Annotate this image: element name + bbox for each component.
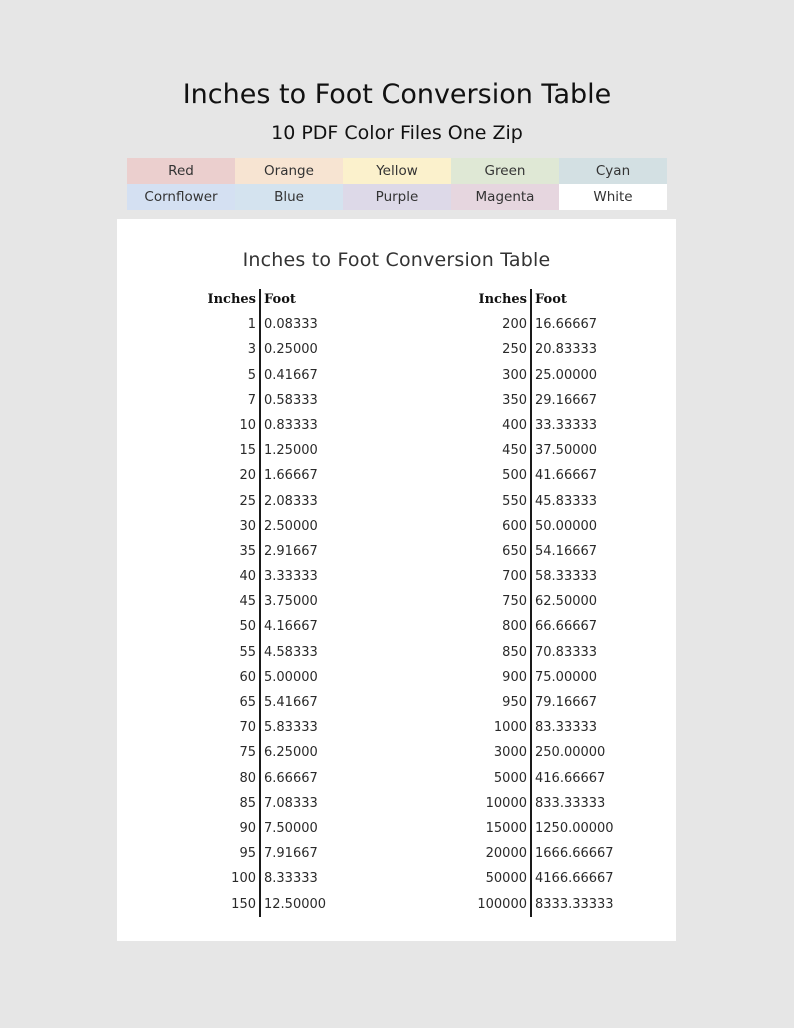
- inches-cell: 45: [239, 594, 256, 610]
- swatch-cyan: Cyan: [559, 158, 667, 184]
- inches-cell: 600: [502, 518, 527, 534]
- inches-cell: 10000: [485, 795, 527, 811]
- conversion-sheet: [117, 219, 676, 941]
- foot-cell: 7.91667: [264, 846, 318, 862]
- inches-cell: 700: [502, 569, 527, 585]
- foot-cell: 1666.66667: [535, 846, 614, 862]
- foot-cell: 0.08333: [264, 317, 318, 333]
- inches-cell: 100000: [477, 896, 527, 912]
- inches-cell: 800: [502, 619, 527, 635]
- inches-cell: 1: [247, 317, 256, 333]
- foot-cell: 62.50000: [535, 594, 598, 610]
- inches-cell: 75: [239, 745, 256, 761]
- foot-cell: 6.66667: [264, 770, 318, 786]
- inches-cell: 10: [239, 417, 256, 433]
- inches-cell: 90: [239, 820, 256, 836]
- inches-cell: 80: [239, 770, 256, 786]
- foot-cell: 12.50000: [264, 896, 327, 912]
- page-subtitle: 10 PDF Color Files One Zip: [271, 122, 523, 144]
- foot-cell: 58.33333: [535, 569, 598, 585]
- inches-cell: 65: [239, 695, 256, 710]
- foot-cell: 1.66667: [264, 468, 318, 484]
- inches-cell: 70: [239, 720, 256, 736]
- swatch-red: Red: [127, 158, 235, 184]
- inches-cell: 20: [239, 468, 256, 484]
- column-divider: [530, 289, 532, 917]
- inches-cell: 1000: [493, 720, 527, 736]
- foot-cell: 8333.33333: [535, 896, 614, 912]
- foot-cell: 5.83333: [264, 720, 318, 736]
- foot-cell: 3.75000: [264, 594, 318, 610]
- inches-cell: 300: [502, 367, 527, 383]
- inches-cell: 30: [239, 518, 256, 534]
- foot-cell: 4166.66667: [535, 871, 614, 887]
- swatch-purple: Purple: [343, 184, 451, 210]
- sheet-title: Inches to Foot Conversion Table: [242, 249, 551, 271]
- inches-cell: 55: [239, 644, 256, 660]
- foot-cell: 7.50000: [264, 820, 318, 836]
- inches-cell: 400: [502, 417, 527, 433]
- color-swatch-grid: [127, 158, 667, 210]
- inches-header: Inches: [478, 292, 527, 307]
- inches-cell: 650: [502, 543, 527, 559]
- foot-cell: 0.25000: [264, 342, 318, 358]
- inches-cell: 35: [239, 543, 256, 559]
- inches-cell: 350: [502, 392, 527, 408]
- inches-cell: 50000: [485, 871, 527, 887]
- column-divider: [259, 289, 261, 917]
- inches-cell: 50: [239, 619, 256, 635]
- swatch-orange: Orange: [235, 158, 343, 184]
- foot-cell: 4.58333: [264, 644, 318, 660]
- foot-cell: 5.00000: [264, 669, 318, 685]
- inches-cell: 450: [502, 443, 527, 459]
- swatch-blue: Blue: [235, 184, 343, 210]
- page-title: Inches to Foot Conversion Table: [182, 79, 612, 110]
- foot-cell: 7.08333: [264, 795, 318, 811]
- foot-cell: 0.83333: [264, 417, 318, 433]
- foot-cell: 37.50000: [535, 443, 598, 459]
- foot-header: Foot: [535, 292, 567, 307]
- inches-cell: 15: [239, 443, 256, 459]
- inches-cell: 85: [239, 795, 256, 811]
- foot-cell: 3.33333: [264, 569, 318, 585]
- inches-cell: 3000: [493, 745, 527, 761]
- inches-cell: 150: [231, 896, 256, 912]
- foot-cell: 833.33333: [535, 795, 606, 811]
- inches-cell: 200: [502, 317, 527, 333]
- inches-cell: 900: [502, 669, 527, 685]
- foot-cell: 16.66667: [535, 317, 598, 333]
- foot-cell: 0.41667: [264, 367, 318, 383]
- foot-cell: 70.83333: [535, 644, 598, 660]
- swatch-yellow: Yellow: [343, 158, 451, 184]
- inches-cell: 25: [239, 493, 256, 509]
- swatch-white: White: [559, 184, 667, 210]
- foot-cell: 1250.00000: [535, 820, 614, 836]
- inches-cell: 40: [239, 569, 256, 585]
- inches-cell: 95: [239, 846, 256, 862]
- inches-cell: 15000: [485, 820, 527, 836]
- inches-cell: 250: [502, 342, 527, 358]
- inches-cell: 7: [247, 392, 256, 408]
- foot-cell: 2.08333: [264, 493, 318, 509]
- inches-cell: 950: [502, 695, 527, 710]
- foot-cell: 5.41667: [264, 695, 318, 710]
- foot-cell: 33.33333: [535, 417, 598, 433]
- foot-cell: 2.50000: [264, 518, 318, 534]
- foot-cell: 2.91667: [264, 543, 318, 559]
- inches-cell: 500: [502, 468, 527, 484]
- foot-cell: 41.66667: [535, 468, 598, 484]
- inches-cell: 20000: [485, 846, 527, 862]
- inches-cell: 750: [502, 594, 527, 610]
- inches-cell: 100: [231, 871, 256, 887]
- foot-cell: 6.25000: [264, 745, 318, 761]
- foot-cell: 250.00000: [535, 745, 606, 761]
- foot-cell: 66.66667: [535, 619, 598, 635]
- foot-cell: 79.16667: [535, 695, 598, 710]
- swatch-green: Green: [451, 158, 559, 184]
- swatch-cornflower: Cornflower: [127, 184, 235, 210]
- inches-cell: 850: [502, 644, 527, 660]
- foot-cell: 75.00000: [535, 669, 598, 685]
- foot-cell: 8.33333: [264, 871, 318, 887]
- foot-cell: 25.00000: [535, 367, 598, 383]
- foot-header: Foot: [264, 292, 296, 307]
- foot-cell: 54.16667: [535, 543, 598, 559]
- foot-cell: 83.33333: [535, 720, 598, 736]
- inches-header: Inches: [207, 292, 256, 307]
- foot-cell: 1.25000: [264, 443, 318, 459]
- inches-cell: 60: [239, 669, 256, 685]
- foot-cell: 29.16667: [535, 392, 598, 408]
- swatch-magenta: Magenta: [451, 184, 559, 210]
- foot-cell: 45.83333: [535, 493, 598, 509]
- inches-cell: 5000: [493, 770, 527, 786]
- inches-cell: 550: [502, 493, 527, 509]
- inches-cell: 5: [247, 367, 256, 383]
- foot-cell: 50.00000: [535, 518, 598, 534]
- foot-cell: 416.66667: [535, 770, 606, 786]
- foot-cell: 0.58333: [264, 392, 318, 408]
- foot-cell: 20.83333: [535, 342, 598, 358]
- inches-cell: 3: [247, 342, 256, 358]
- foot-cell: 4.16667: [264, 619, 318, 635]
